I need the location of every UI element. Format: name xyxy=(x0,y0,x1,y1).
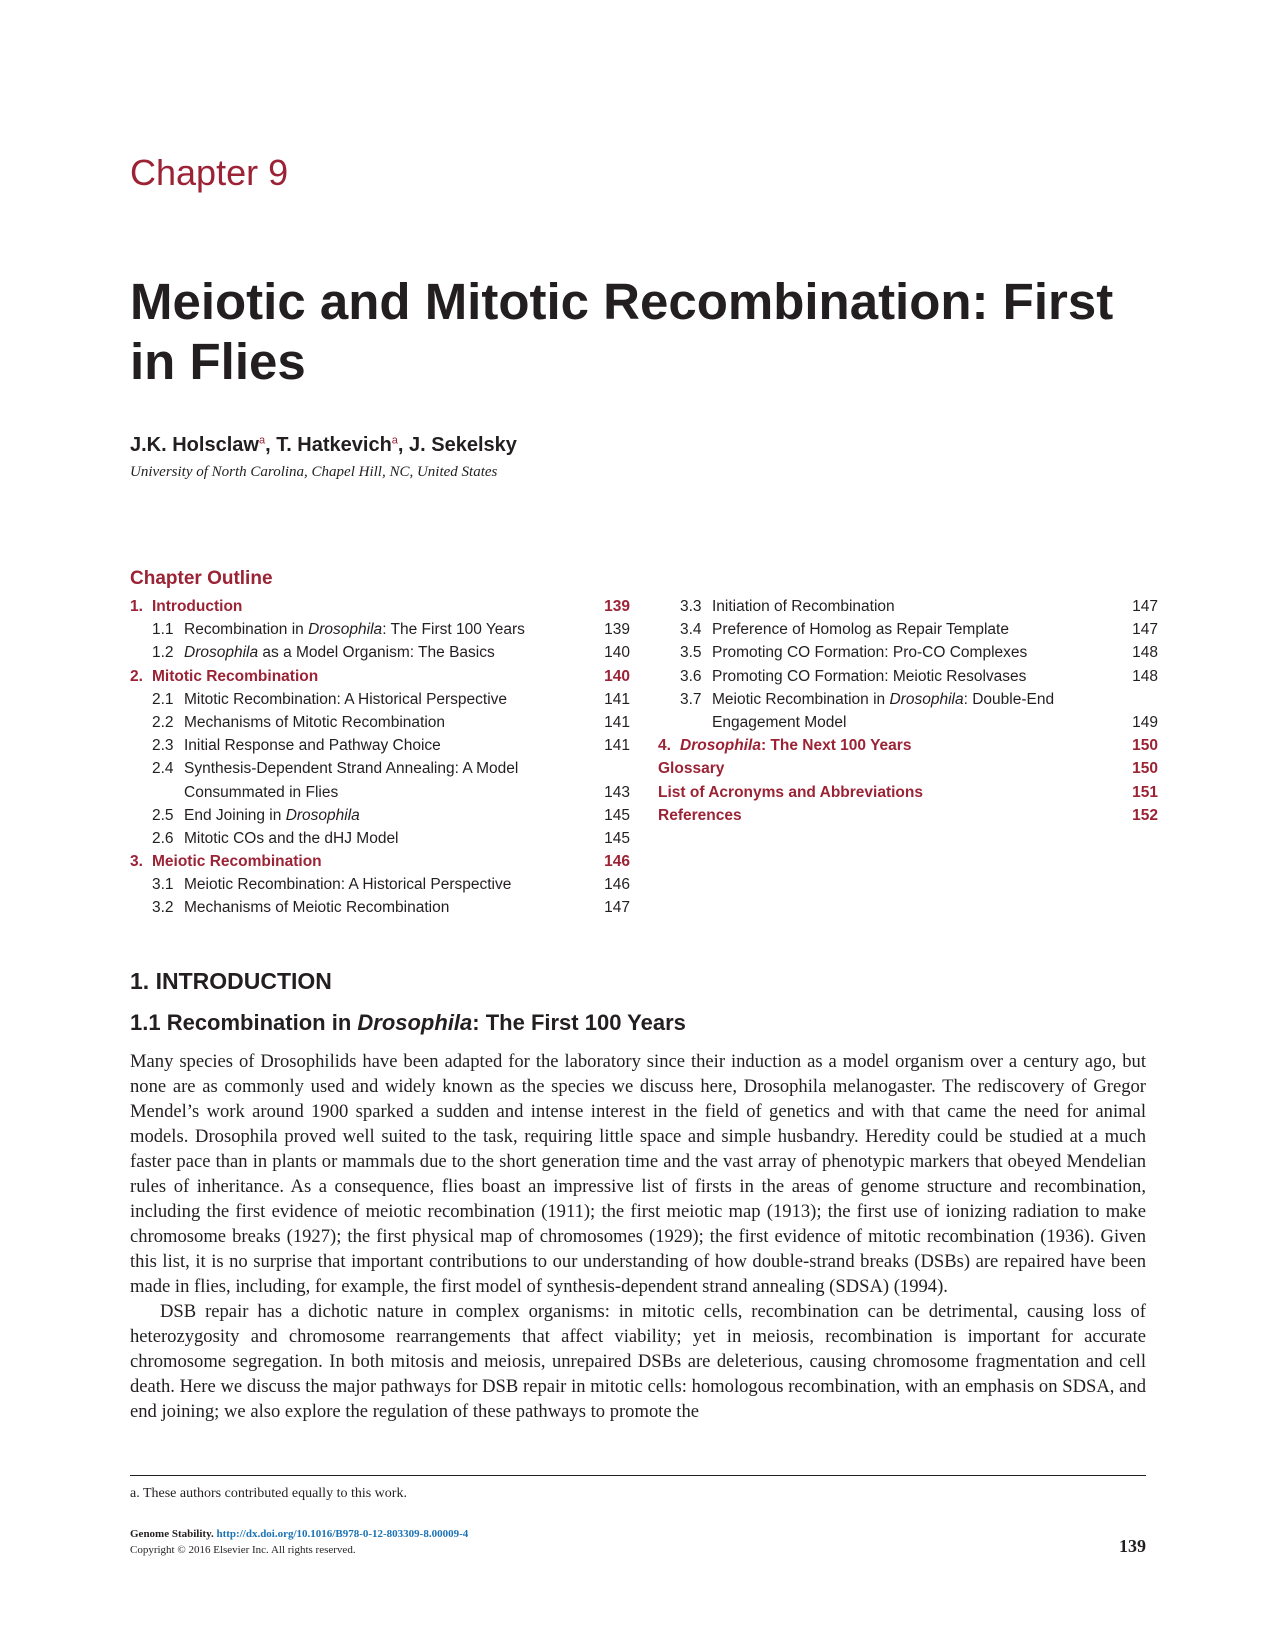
outline-entry-text xyxy=(130,644,580,662)
outline-entry-label: Glossary xyxy=(658,760,725,778)
outline-entry-page: 140 xyxy=(604,667,630,685)
outline-column-left xyxy=(130,598,630,923)
outline-entry-page: 139 xyxy=(604,621,630,639)
page-number: 139 xyxy=(1119,1536,1146,1556)
author-name: J. Sekelsky xyxy=(409,434,517,456)
outline-entry-label: Introduction xyxy=(152,598,243,615)
chapter-title: Meiotic and Mitotic Recombination: First in Flies xyxy=(130,273,1114,390)
footnote-divider xyxy=(130,1475,1146,1476)
outline-entry-page: 141 xyxy=(604,713,630,731)
journal-name: Genome Stability. xyxy=(130,1528,214,1540)
author-separator: , xyxy=(265,434,277,456)
outline-entry-label: Preference of Homolog as Repair Template xyxy=(712,621,1009,639)
outline-entry-text xyxy=(130,598,580,616)
outline-entry-number: 2. xyxy=(130,667,143,685)
outline-entry-text xyxy=(130,807,580,825)
outline-entry-label: Mitotic Recombination xyxy=(152,667,319,685)
section-heading: 1. INTRODUCTION xyxy=(130,968,332,994)
subsection-heading-suffix: : The First 100 Years xyxy=(472,1010,686,1035)
outline-entry-label: Synthesis-Dependent Strand Annealing: A Model xyxy=(184,760,519,778)
outline-entry-text xyxy=(130,691,580,709)
outline-entry[interactable] xyxy=(658,621,1158,644)
outline-entry-text xyxy=(658,644,1108,662)
body-text xyxy=(130,1049,1146,1424)
outline-entry-label: End Joining in Drosophila xyxy=(184,806,360,824)
outline-entry-page: 146 xyxy=(604,876,630,894)
outline-entry[interactable] xyxy=(130,737,630,760)
outline-entry[interactable] xyxy=(130,876,630,899)
outline-entry[interactable] xyxy=(130,784,630,807)
outline-entry-page: 139 xyxy=(604,598,630,615)
outline-entry-text xyxy=(658,760,1108,778)
outline-entry-text xyxy=(658,737,1108,755)
copyright: Copyright © 2016 Elsevier Inc. All rights reserved. xyxy=(130,1544,356,1556)
outline-entry[interactable] xyxy=(658,737,1158,760)
footnote: a. These authors contributed equally to this work. xyxy=(130,1486,407,1501)
outline-entry-number: 3.3 xyxy=(680,598,702,615)
outline-entry-number: 3.2 xyxy=(152,899,174,917)
outline-heading: Chapter Outline xyxy=(130,568,273,589)
outline-entry-page: 147 xyxy=(604,899,630,917)
outline-entry-text xyxy=(658,668,1108,686)
outline-entry-label: Drosophila: The Next 100 Years xyxy=(680,737,912,755)
outline-entry-label: Mitotic COs and the dHJ Model xyxy=(184,829,399,847)
outline-entry-number: 1.1 xyxy=(152,621,174,639)
outline-entry-number: 4. xyxy=(658,737,671,755)
subsection-heading-prefix: 1.1 Recombination in xyxy=(130,1010,358,1035)
outline-entry-page: 143 xyxy=(604,783,630,801)
outline-entry[interactable] xyxy=(130,807,630,830)
outline-entry-number: 3.5 xyxy=(680,644,702,662)
outline-entry[interactable] xyxy=(658,598,1158,621)
outline-entry-page: 150 xyxy=(1132,737,1158,755)
author-name: J.K. Holsclaw xyxy=(130,434,259,456)
outline-entry-text xyxy=(658,621,1108,639)
outline-entry-text xyxy=(130,899,580,917)
outline-entry-page: 148 xyxy=(1132,644,1158,662)
author-affiliation-mark: a xyxy=(258,434,266,447)
outline-entry[interactable] xyxy=(658,668,1158,691)
outline-entry-page: 141 xyxy=(604,690,630,708)
outline-entry-label: Consummated in Flies xyxy=(184,783,339,801)
outline-entry-number: 2.5 xyxy=(152,806,174,824)
outline-entry-page: 150 xyxy=(1132,760,1158,778)
outline-entry-label: Promoting CO Formation: Meiotic Resolvases xyxy=(712,667,1027,685)
outline-entry-label: Meiotic Recombination xyxy=(152,853,322,871)
outline-entry-number: 1. xyxy=(130,598,143,615)
outline-entry[interactable] xyxy=(658,784,1158,807)
outline-entry-page: 151 xyxy=(1132,783,1158,801)
outline-entry-label: Promoting CO Formation: Pro-CO Complexes xyxy=(712,644,1028,662)
outline-entry-label: Mitotic Recombination: A Historical Perspective xyxy=(184,690,508,708)
outline-entry-page: 148 xyxy=(1132,667,1158,685)
outline-entry-label: Initiation of Recombination xyxy=(712,598,895,615)
outline-entry-text xyxy=(130,853,580,871)
outline-entry-label: Initial Response and Pathway Choice xyxy=(184,737,441,755)
outline-entry-number: 3.6 xyxy=(680,667,702,685)
paragraph-2: DSB repair has a dichotic nature in complex organisms: in mitotic cells, recombination can be detrimental, causing loss of heterozygosity and chromosome rearrangements that affect viability; yet in meiosis, recombination is important for accurate chromosome segregation. In both mitosis and meiosis, unrepaired DSBs are deleterious, causing chromosome fragmentation and cell death. Here we discuss the major pathways for DSB repair in mitotic cells: homologous recombination, with an emphasis on SDSA, and end joining; we also explore the regulation of these pathways to promote the xyxy=(130,1301,1146,1422)
outline-entry-label: Engagement Model xyxy=(712,713,847,731)
author-affiliation-mark: a xyxy=(391,434,398,447)
author-list xyxy=(130,434,517,457)
outline-entry[interactable] xyxy=(658,807,1158,830)
outline-entry-text xyxy=(658,598,1108,616)
outline-entry-text xyxy=(658,691,1108,709)
outline-entry-number: 2.6 xyxy=(152,829,174,847)
outline-entry-page: 145 xyxy=(604,829,630,847)
outline-entry-text xyxy=(130,876,580,894)
outline-entry[interactable] xyxy=(130,714,630,737)
outline-entry-text xyxy=(130,784,580,802)
outline-entry-text xyxy=(130,737,580,755)
outline-entry-text xyxy=(130,714,580,732)
outline-entry[interactable] xyxy=(130,598,630,621)
doi-link[interactable]: http://dx.doi.org/10.1016/B978-0-12-803309-8.00009-4 xyxy=(216,1528,469,1540)
outline-entry-label: Meiotic Recombination in Drosophila: Double-End xyxy=(712,690,1055,708)
outline-entry-text xyxy=(658,784,1108,802)
outline-entry-label: Drosophila as a Model Organism: The Basics xyxy=(184,644,495,662)
outline-entry[interactable] xyxy=(130,899,630,922)
outline-entry-text xyxy=(130,621,580,639)
outline-entry-label: Meiotic Recombination: A Historical Perspective xyxy=(184,876,512,894)
outline-entry-number: 2.1 xyxy=(152,690,174,708)
outline-entry-page: 141 xyxy=(604,737,630,755)
outline-entry[interactable] xyxy=(130,853,630,876)
paragraph-1: Many species of Drosophilids have been adapted for the laboratory since their induction as a model organism over a century ago, but none are as commonly used and widely known as the species we discuss here, Drosophila melanogaster. The rediscovery of Gregor Mendel’s work around 1900 sparked a sudden and intense interest in the field of genetics and with that came the need for animal models. Drosophila proved well suited to the task, requiring little space and simple husbandry. Heredity could be studied at a much faster pace than in plants or mammals due to the short generation time and the vast array of phenotypic markers that obeyed Mendelian rules of inheritance. As a consequence, flies boast an impressive list of firsts in the areas of genome structure and recombination, including the first evidence of meiotic recombination (1911); the first meiotic map (1913); the first use of ionizing radiation to make chromosome breaks (1927); the first physical map of chromosomes (1929); the first evidence of mitotic recombination (1936). Given this list, it is no surprise that important contributions to our understanding of how double-strand breaks (DSBs) are repaired have been made in flies, including, for example, the first model of synthesis-dependent strand annealing (SDSA) (1994). xyxy=(130,1051,1146,1297)
outline-entry-text xyxy=(130,760,580,778)
outline-entry-page: 140 xyxy=(604,644,630,662)
outline-entry-page: 152 xyxy=(1132,806,1158,824)
outline-entry-label: Recombination in Drosophila: The First 100 Years xyxy=(184,621,525,639)
outline-entry[interactable] xyxy=(130,691,630,714)
outline-entry-number: 2.4 xyxy=(152,760,174,778)
subsection-heading xyxy=(130,1010,686,1036)
outline-column-right xyxy=(658,598,1158,830)
outline-entry-label: References xyxy=(658,806,742,824)
outline-entry-text xyxy=(658,714,1108,732)
outline-entry-page: 147 xyxy=(1132,598,1158,615)
outline-entry-text xyxy=(130,668,580,686)
outline-entry-number: 3.1 xyxy=(152,876,174,894)
outline-entry-label: Mechanisms of Meiotic Recombination xyxy=(184,899,450,917)
outline-entry-number: 2.2 xyxy=(152,713,174,731)
outline-entry[interactable] xyxy=(130,644,630,667)
outline-entry-page: 149 xyxy=(1132,713,1158,731)
outline-entry-number: 2.3 xyxy=(152,737,174,755)
outline-entry[interactable] xyxy=(130,760,630,783)
outline-entry-page: 147 xyxy=(1132,621,1158,639)
outline-entry-number: 3.4 xyxy=(680,621,702,639)
outline-entry-page: 145 xyxy=(604,806,630,824)
outline-entry-number: 3. xyxy=(130,853,143,871)
outline-entry[interactable] xyxy=(658,714,1158,737)
outline-entry[interactable] xyxy=(130,830,630,853)
outline-entry-number: 1.2 xyxy=(152,644,174,662)
outline-entry[interactable] xyxy=(130,621,630,644)
outline-entry-text xyxy=(658,807,1108,825)
outline-entry[interactable] xyxy=(658,691,1158,714)
author-separator: , xyxy=(397,434,410,456)
subsection-heading-italic: Drosophila xyxy=(357,1010,473,1035)
journal-line xyxy=(130,1528,468,1540)
author-name: T. Hatkevich xyxy=(276,434,392,456)
affiliation: University of North Carolina, Chapel Hill, NC, United States xyxy=(130,464,498,480)
outline-entry-label: List of Acronyms and Abbreviations xyxy=(658,783,923,801)
outline-entry[interactable] xyxy=(130,668,630,691)
outline-entry-label: Mechanisms of Mitotic Recombination xyxy=(184,713,446,731)
outline-entry[interactable] xyxy=(658,644,1158,667)
chapter-label: Chapter 9 xyxy=(130,152,289,193)
outline-entry[interactable] xyxy=(658,760,1158,783)
outline-entry-page: 146 xyxy=(604,853,630,871)
outline-entry-text xyxy=(130,830,580,848)
outline-entry-number: 3.7 xyxy=(680,690,702,708)
